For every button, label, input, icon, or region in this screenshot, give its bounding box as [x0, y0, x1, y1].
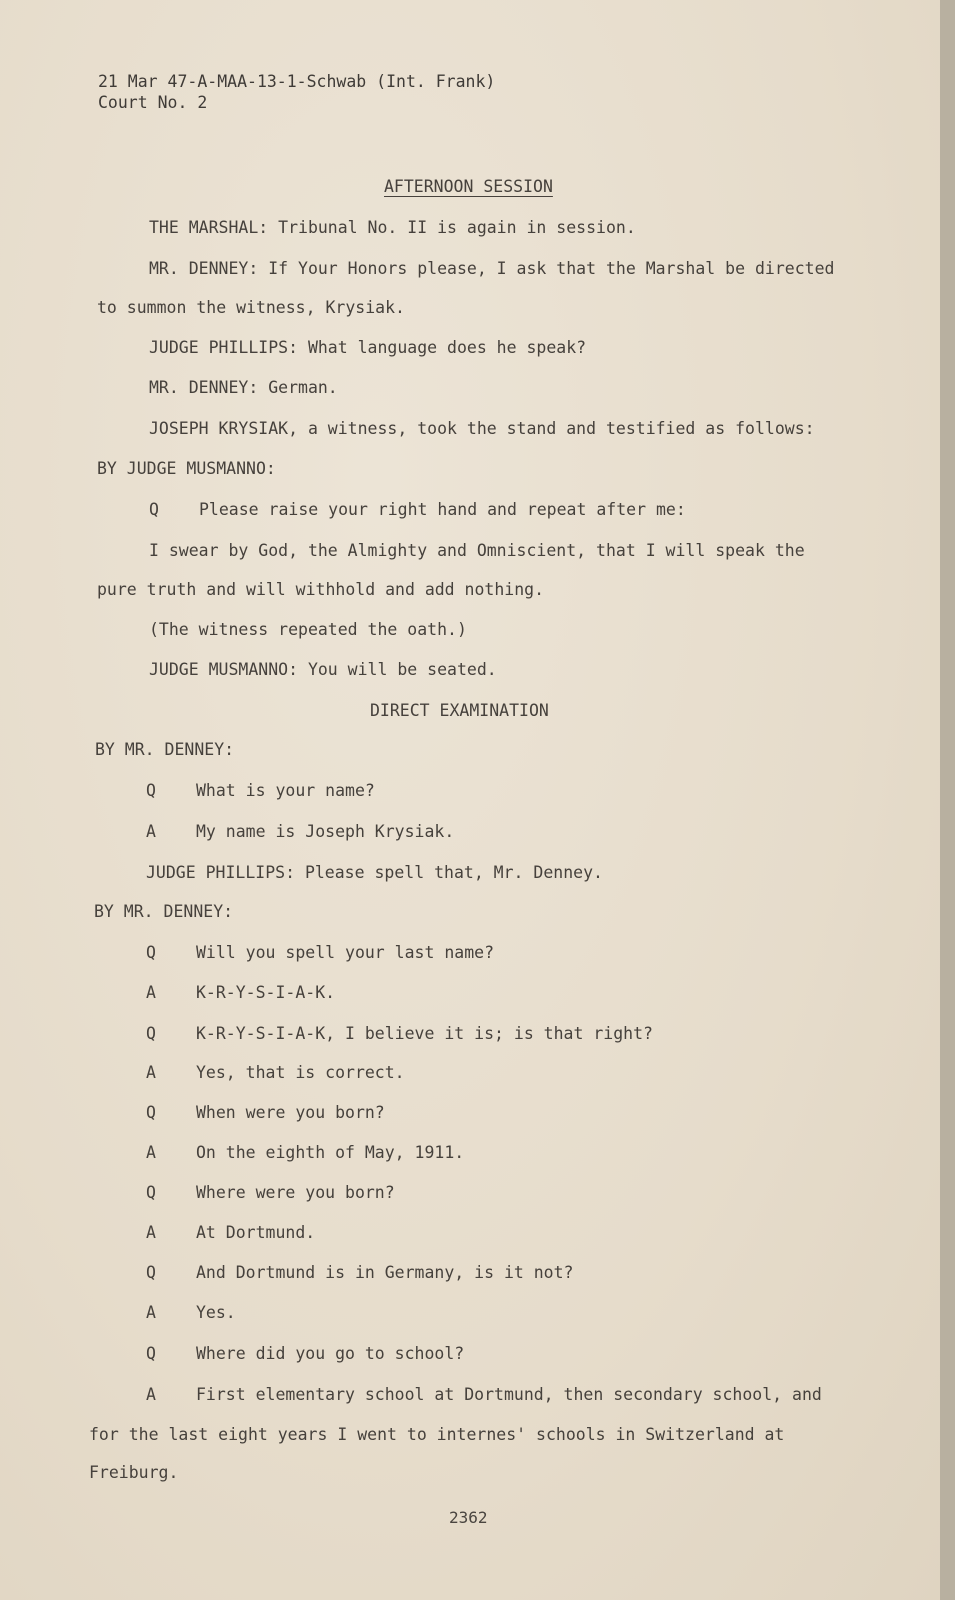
by-denney-line: BY MR. DENNEY:: [94, 902, 234, 921]
qa-line: [146, 822, 454, 841]
qa-text: First elementary school at Dortmund, then secondary school, and: [196, 1385, 822, 1404]
qa-text: K-R-Y-S-I-A-K.: [196, 983, 336, 1002]
qa-mark: A: [146, 1385, 156, 1404]
qa-mark: Q: [146, 1024, 156, 1043]
qa-line: [146, 1223, 315, 1242]
marshal-line: THE MARSHAL: Tribunal No. II is again in session.: [149, 218, 636, 237]
phillips-line: JUDGE PHILLIPS: What language does he speak?: [149, 338, 587, 357]
qa-mark: A: [146, 983, 156, 1002]
qa-text: And Dortmund is in Germany, is it not?: [196, 1263, 574, 1282]
qa-text: On the eighth of May, 1911.: [196, 1143, 465, 1162]
qa-line: [146, 983, 335, 1002]
header-line-1: 21 Mar 47-A-MAA-13-1-Schwab (Int. Frank): [98, 72, 496, 91]
qa-text: Yes, that is correct.: [196, 1063, 405, 1082]
qa-mark: A: [146, 1143, 156, 1162]
qa-line: [146, 1385, 822, 1404]
by-judge-line: BY JUDGE MUSMANNO:: [97, 459, 276, 478]
qa-text: What is your name?: [196, 781, 375, 800]
qa-line: [146, 1303, 236, 1322]
qa-mark: A: [146, 1303, 156, 1322]
qa-mark: A: [146, 1063, 156, 1082]
oath-note-line: (The witness repeated the oath.): [149, 620, 467, 639]
qa-line: [149, 500, 686, 519]
qa-mark: A: [146, 1223, 156, 1242]
direct-exam-heading: DIRECT EXAMINATION: [370, 701, 549, 720]
answer-cont-line: Freiburg.: [89, 1463, 179, 1482]
denney-line: MR. DENNEY: If Your Honors please, I ask that the Marshal be directed: [149, 259, 835, 278]
qa-mark: Q: [146, 1103, 156, 1122]
answer-cont-line: for the last eight years I went to internes' schools in Switzerland at: [89, 1425, 785, 1444]
qa-line: [146, 1183, 395, 1202]
denney-line-cont: to summon the witness, Krysiak.: [97, 298, 405, 317]
qa-line: [146, 781, 375, 800]
qa-text: K-R-Y-S-I-A-K, I believe it is; is that right?: [196, 1024, 653, 1043]
header-line-2: Court No. 2: [98, 93, 208, 112]
witness-intro-line: JOSEPH KRYSIAK, a witness, took the stand and testified as follows:: [149, 419, 815, 438]
qa-line: [146, 1063, 405, 1082]
qa-text: Yes.: [196, 1303, 236, 1322]
qa-mark: Q: [146, 1344, 156, 1363]
qa-text: When were you born?: [196, 1103, 385, 1122]
qa-mark: Q: [146, 1263, 156, 1282]
phillips-spell-line: JUDGE PHILLIPS: Please spell that, Mr. Denney.: [146, 863, 603, 882]
oath-line: I swear by God, the Almighty and Omniscient, that I will speak the: [149, 541, 805, 560]
qa-mark: Q: [149, 500, 159, 519]
qa-text: Where were you born?: [196, 1183, 395, 1202]
qa-text: My name is Joseph Krysiak.: [196, 822, 455, 841]
qa-text: Where did you go to school?: [196, 1344, 465, 1363]
qa-text: Will you spell your last name?: [196, 943, 495, 962]
qa-line: [146, 1103, 385, 1122]
session-title: AFTERNOON SESSION: [384, 177, 553, 196]
musmanno-line: JUDGE MUSMANNO: You will be seated.: [149, 660, 497, 679]
qa-line: [146, 943, 494, 962]
qa-line: [146, 1024, 653, 1043]
qa-text: At Dortmund.: [196, 1223, 316, 1242]
oath-line-cont: pure truth and will withhold and add nothing.: [97, 580, 545, 599]
qa-line: [146, 1344, 464, 1363]
page-edge: [940, 0, 955, 1600]
qa-mark: Q: [146, 943, 156, 962]
denney-answer-line: MR. DENNEY: German.: [149, 378, 338, 397]
qa-mark: A: [146, 822, 156, 841]
qa-line: [146, 1263, 574, 1282]
by-denney-line: BY MR. DENNEY:: [95, 740, 235, 759]
page-number: 2362: [449, 1508, 488, 1527]
qa-mark: Q: [146, 1183, 156, 1202]
qa-mark: Q: [146, 781, 156, 800]
qa-text: Please raise your right hand and repeat after me:: [199, 500, 686, 519]
qa-line: [146, 1143, 464, 1162]
